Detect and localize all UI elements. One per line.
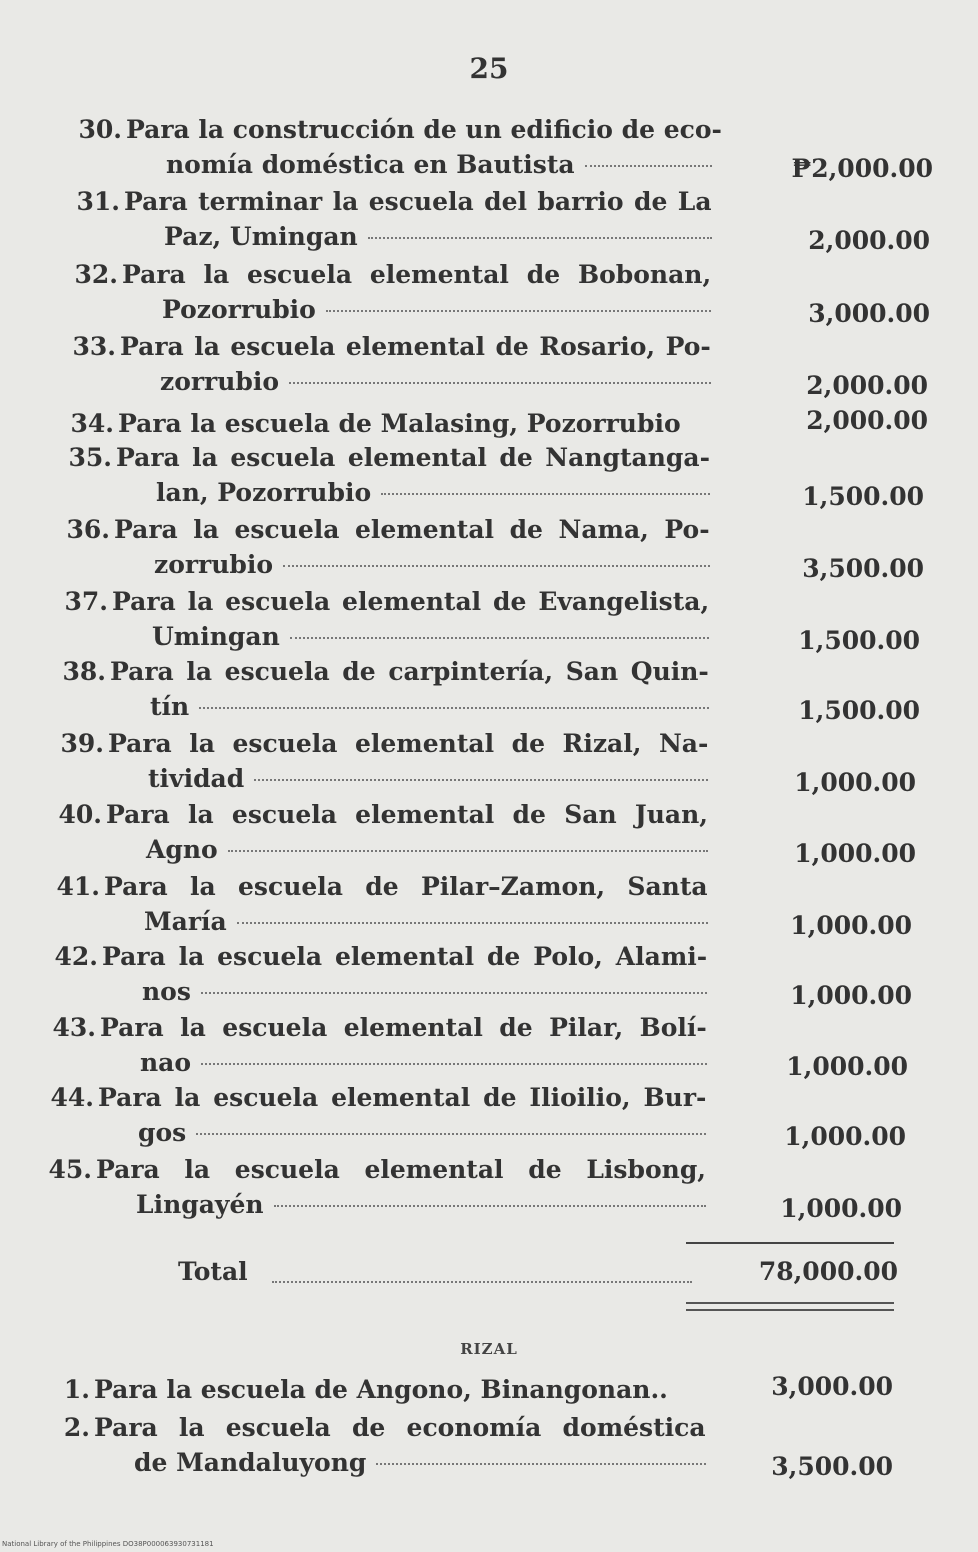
section-heading-rizal: RIZAL <box>460 1340 518 1358</box>
appropriation-entry-amount: 1,000.00 <box>784 1122 906 1151</box>
appropriation-entry <box>0 257 978 329</box>
appropriation-entry-number: 43. <box>52 1013 96 1042</box>
appropriation-entry <box>0 869 978 941</box>
appropriation-entry-number: 36. <box>66 515 110 544</box>
appropriation-entry-amount: ₱2,000.00 <box>791 154 933 183</box>
rizal-entry <box>0 1372 978 1408</box>
appropriation-entry-number: 40. <box>58 800 102 829</box>
appropriation-entry-text-continued: tividad <box>148 764 245 793</box>
appropriation-entry-number: 39. <box>60 729 104 758</box>
appropriation-entry-text-continued: gos <box>138 1118 187 1147</box>
leader-dots <box>368 236 712 239</box>
appropriation-entry-text-continued: tín <box>150 692 190 721</box>
appropriation-entry-amount: 2,000.00 <box>808 226 930 255</box>
appropriation-entry <box>0 726 978 798</box>
leader-dots <box>381 492 710 495</box>
appropriation-entry-number: 41. <box>56 872 100 901</box>
appropriation-entry <box>0 440 978 512</box>
rizal-entry-amount: 3,500.00 <box>771 1452 893 1481</box>
rizal-entry-amount: 3,000.00 <box>771 1372 893 1401</box>
page-number: 25 <box>469 52 509 85</box>
appropriation-entry-text-continued: nos <box>142 977 191 1006</box>
appropriation-entry-amount: 2,000.00 <box>806 406 928 435</box>
appropriation-entry-amount: 1,500.00 <box>802 482 924 511</box>
rizal-entry-text: Para la escuela de economía doméstica <box>94 1413 706 1442</box>
appropriation-entry-amount: 3,000.00 <box>808 299 930 328</box>
leader-dots <box>199 706 709 709</box>
appropriation-entry-number: 34. <box>70 409 114 438</box>
appropriation-entry-text-continued: María <box>144 907 227 936</box>
appropriation-entry <box>0 329 978 401</box>
appropriation-entry-text: Para la escuela elemental de Rizal, Na- <box>108 729 709 758</box>
appropriation-entry <box>0 654 978 726</box>
appropriation-entry-amount: 1,000.00 <box>790 981 912 1010</box>
appropriation-entry-text-continued: lan, Pozorrubio <box>156 478 372 507</box>
appropriation-entry <box>0 406 978 442</box>
appropriation-entry-text: Para la escuela elemental de Bobonan, <box>122 260 712 289</box>
appropriation-entry-text: Para la escuela elemental de Nangtanga- <box>116 443 710 472</box>
rizal-entry-number: 1. <box>63 1375 90 1404</box>
appropriation-entry-number: 37. <box>64 587 108 616</box>
appropriation-entry <box>0 939 978 1011</box>
appropriation-entry-text-continued: Lingayén <box>136 1190 264 1219</box>
rizal-entry-number: 2. <box>63 1413 90 1442</box>
appropriation-entry-text-continued: Umingan <box>152 622 280 651</box>
appropriation-entry-number: 30. <box>78 115 122 144</box>
appropriation-entry-text-continued: Agno <box>146 835 218 864</box>
appropriation-entry-text: Para la escuela de Pilar–Zamon, Santa <box>104 872 708 901</box>
leader-dots <box>274 1204 706 1207</box>
appropriation-entry-text: Para la escuela de Malasing, Pozorrubio <box>118 409 681 438</box>
appropriation-entry-text: Para la escuela elemental de Rosario, Po- <box>120 332 711 361</box>
appropriation-entry-text: Para la escuela elemental de Nama, Po- <box>114 515 710 544</box>
appropriation-entry-number: 35. <box>68 443 112 472</box>
leader-dots <box>289 381 711 384</box>
appropriation-entry-amount: 1,500.00 <box>798 696 920 725</box>
leader-dots <box>326 309 711 312</box>
appropriation-entry-text-continued: Pozorrubio <box>162 295 316 324</box>
appropriation-entry-text-continued: nao <box>140 1048 192 1077</box>
leader-dots <box>376 1462 705 1465</box>
rizal-entry-text-continued: de Mandaluyong <box>134 1448 367 1477</box>
appropriation-entry-amount: 1,000.00 <box>794 768 916 797</box>
appropriation-entry-text: Para la escuela elemental de Pilar, Bolí- <box>100 1013 707 1042</box>
appropriation-entry-amount: 1,000.00 <box>786 1052 908 1081</box>
appropriation-entry-number: 45. <box>48 1155 92 1184</box>
appropriation-entry-text: Para la escuela elemental de Polo, Alami- <box>102 942 708 971</box>
leader-dots <box>290 636 709 639</box>
rizal-entry <box>0 1410 978 1482</box>
leader-dots <box>237 921 708 924</box>
appropriation-entry <box>0 1010 978 1082</box>
appropriation-entry-text: Para terminar la escuela del barrio de La <box>124 187 712 216</box>
appropriation-entry-text-continued: zorrubio <box>160 367 280 396</box>
appropriation-entry-amount: 2,000.00 <box>806 371 928 400</box>
appropriation-entry <box>0 584 978 656</box>
leader-dots <box>283 564 710 567</box>
appropriation-entry-amount: 1,000.00 <box>790 911 912 940</box>
appropriation-entry-amount: 3,500.00 <box>802 554 924 583</box>
appropriation-entry-number: 38. <box>62 657 106 686</box>
appropriation-entry-text-continued: nomía doméstica en Bautista <box>166 150 575 179</box>
appropriation-entry <box>0 1080 978 1152</box>
total-amount: 78,000.00 <box>758 1257 898 1286</box>
appropriation-entry-text: Para la escuela elemental de Lisbong, <box>96 1155 706 1184</box>
leader-dots <box>196 1132 706 1135</box>
appropriation-entry-number: 44. <box>50 1083 94 1112</box>
leader-dots <box>585 164 712 167</box>
footer-watermark: National Library of the Philippines DO38P000063930731181 <box>2 1540 214 1548</box>
appropriation-entry-number: 31. <box>76 187 120 216</box>
appropriation-entry-amount: 1,000.00 <box>794 839 916 868</box>
appropriation-entry-amount: 1,500.00 <box>798 626 920 655</box>
total-rule <box>686 1242 894 1244</box>
total-label: Total <box>178 1257 248 1286</box>
total-leader-dots <box>272 1281 692 1283</box>
appropriation-entry-text-continued: Paz, Umingan <box>164 222 358 251</box>
appropriation-entry-text: Para la escuela elemental de Evangelista, <box>112 587 710 616</box>
appropriation-entry <box>0 1152 978 1224</box>
appropriation-entry-text: Para la construcción de un edificio de eco- <box>126 115 722 144</box>
appropriation-entry <box>0 112 978 184</box>
appropriation-entry-text: Para la escuela elemental de San Juan, <box>106 800 708 829</box>
appropriation-entry-number: 42. <box>54 942 98 971</box>
appropriation-entry-text: Para la escuela elemental de Ilioilio, Bur- <box>98 1083 707 1112</box>
appropriation-entry-number: 33. <box>72 332 116 361</box>
leader-dots <box>201 1062 707 1065</box>
appropriation-entry-text-continued: zorrubio <box>154 550 274 579</box>
appropriation-entry <box>0 797 978 869</box>
leader-dots <box>254 778 708 781</box>
total-double-rule <box>686 1302 894 1311</box>
leader-dots <box>228 849 708 852</box>
appropriation-entry-number: 32. <box>74 260 118 289</box>
appropriation-entry-amount: 1,000.00 <box>780 1194 902 1223</box>
appropriation-entry <box>0 184 978 256</box>
appropriation-entry <box>0 512 978 584</box>
appropriation-entry-text: Para la escuela de carpintería, San Quin- <box>110 657 709 686</box>
rizal-entry-text: Para la escuela de Angono, Binangonan.. <box>94 1375 668 1404</box>
leader-dots <box>201 991 707 994</box>
